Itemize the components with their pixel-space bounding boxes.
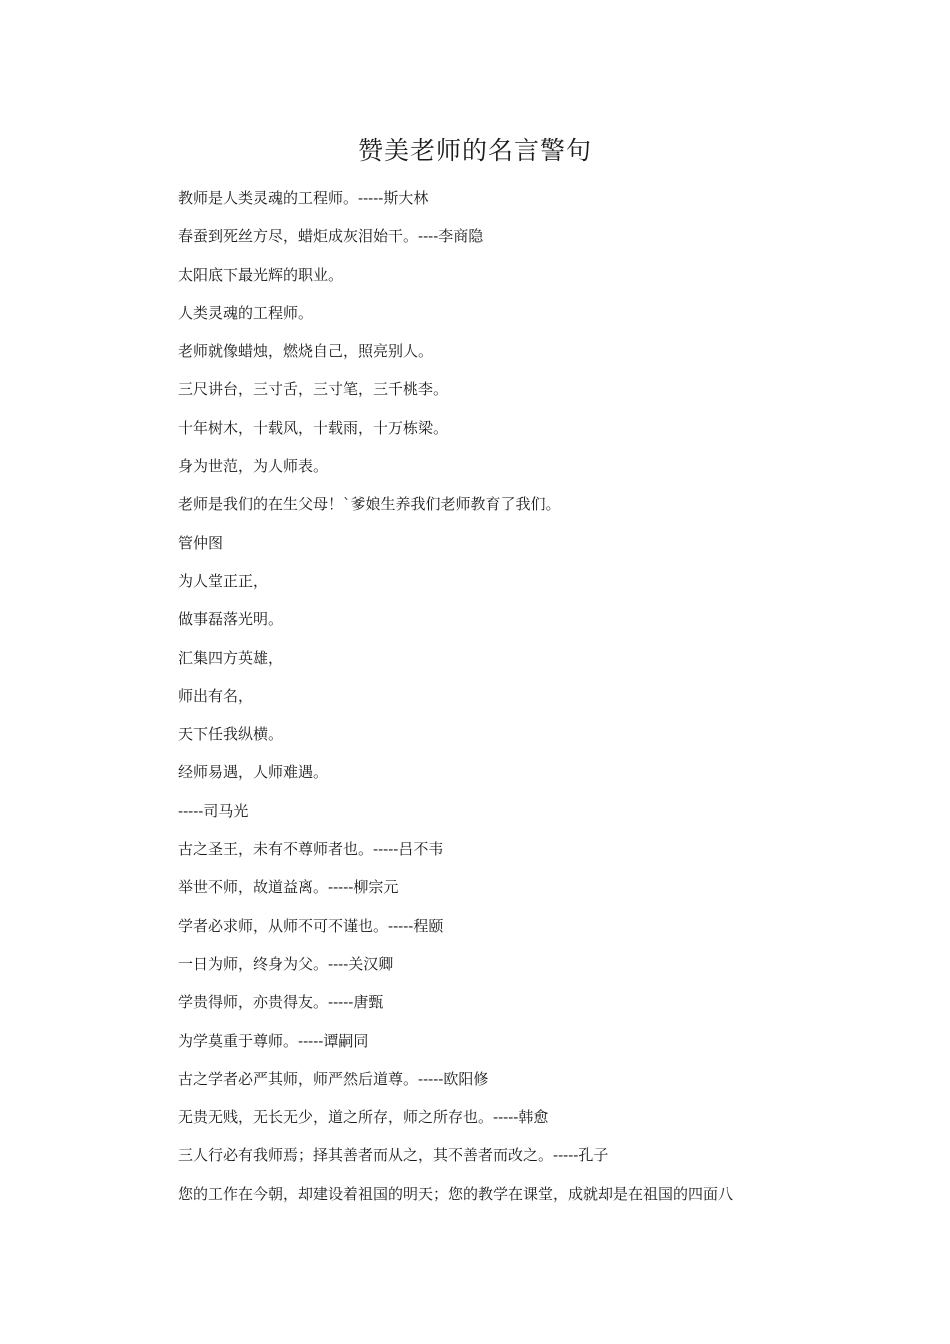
quote-line: 太阳底下最光辉的职业。 [178,265,344,284]
quote-line: 做事磊落光明。 [178,610,284,629]
quote-line: 经师易遇，人师难遇。 [178,763,329,782]
quote-line: 师出有名， [178,686,254,705]
page-title: 赞美老师的名言警句 [357,136,592,165]
quote-line: 人类灵魂的工程师。 [178,303,314,322]
quote-line: 三尺讲台，三寸舌，三寸笔，三千桃李。 [178,380,449,399]
quote-line: 为学莫重于尊师。-----谭嗣同 [178,1031,369,1050]
quote-line: 汇集四方英雄， [178,648,284,667]
quote-line: 老师就像蜡烛，燃烧自己，照亮别人。 [178,342,434,361]
quote-line: 举世不师，故道益离。-----柳宗元 [178,878,399,897]
quote-list [178,186,878,1220]
quote-line: 为人堂正正， [178,571,269,590]
quote-line: 您的工作在今朝，却建设着祖国的明天；您的教学在课堂，成就却是在祖国的四面八 [178,1184,734,1203]
quote-line: 古之圣王，未有不尊师者也。-----吕不韦 [178,840,444,859]
quote-line: 天下任我纵横。 [178,725,284,744]
quote-line: 学者必求师，从师不可不谨也。-----程颐 [178,916,444,935]
quote-line: 老师是我们的在生父母！`爹娘生养我们老师教育了我们。 [178,495,561,514]
quote-line: 三人行必有我师焉；择其善者而从之，其不善者而改之。-----孔子 [178,1146,609,1165]
quote-line: 教师是人类灵魂的工程师。-----斯大林 [178,189,429,207]
quote-line: 古之学者必严其师，师严然后道尊。-----欧阳修 [178,1069,489,1088]
quote-line: 管仲图 [178,533,224,552]
quote-line: 学贵得师，亦贵得友。-----唐甄 [178,993,384,1012]
quote-line: 一日为师，终身为父。----关汉卿 [178,954,394,973]
quote-line: -----司马光 [178,801,249,820]
quote-line: 十年树木，十载风，十载雨，十万栋梁。 [178,418,449,437]
quote-line: 身为世范，为人师表。 [178,457,329,476]
quote-line: 春蚕到死丝方尽，蜡炬成灰泪始干。----李商隐 [178,227,484,246]
quote-line: 无贵无贱，无长无少，道之所存，师之所存也。-----韩愈 [178,1108,549,1127]
